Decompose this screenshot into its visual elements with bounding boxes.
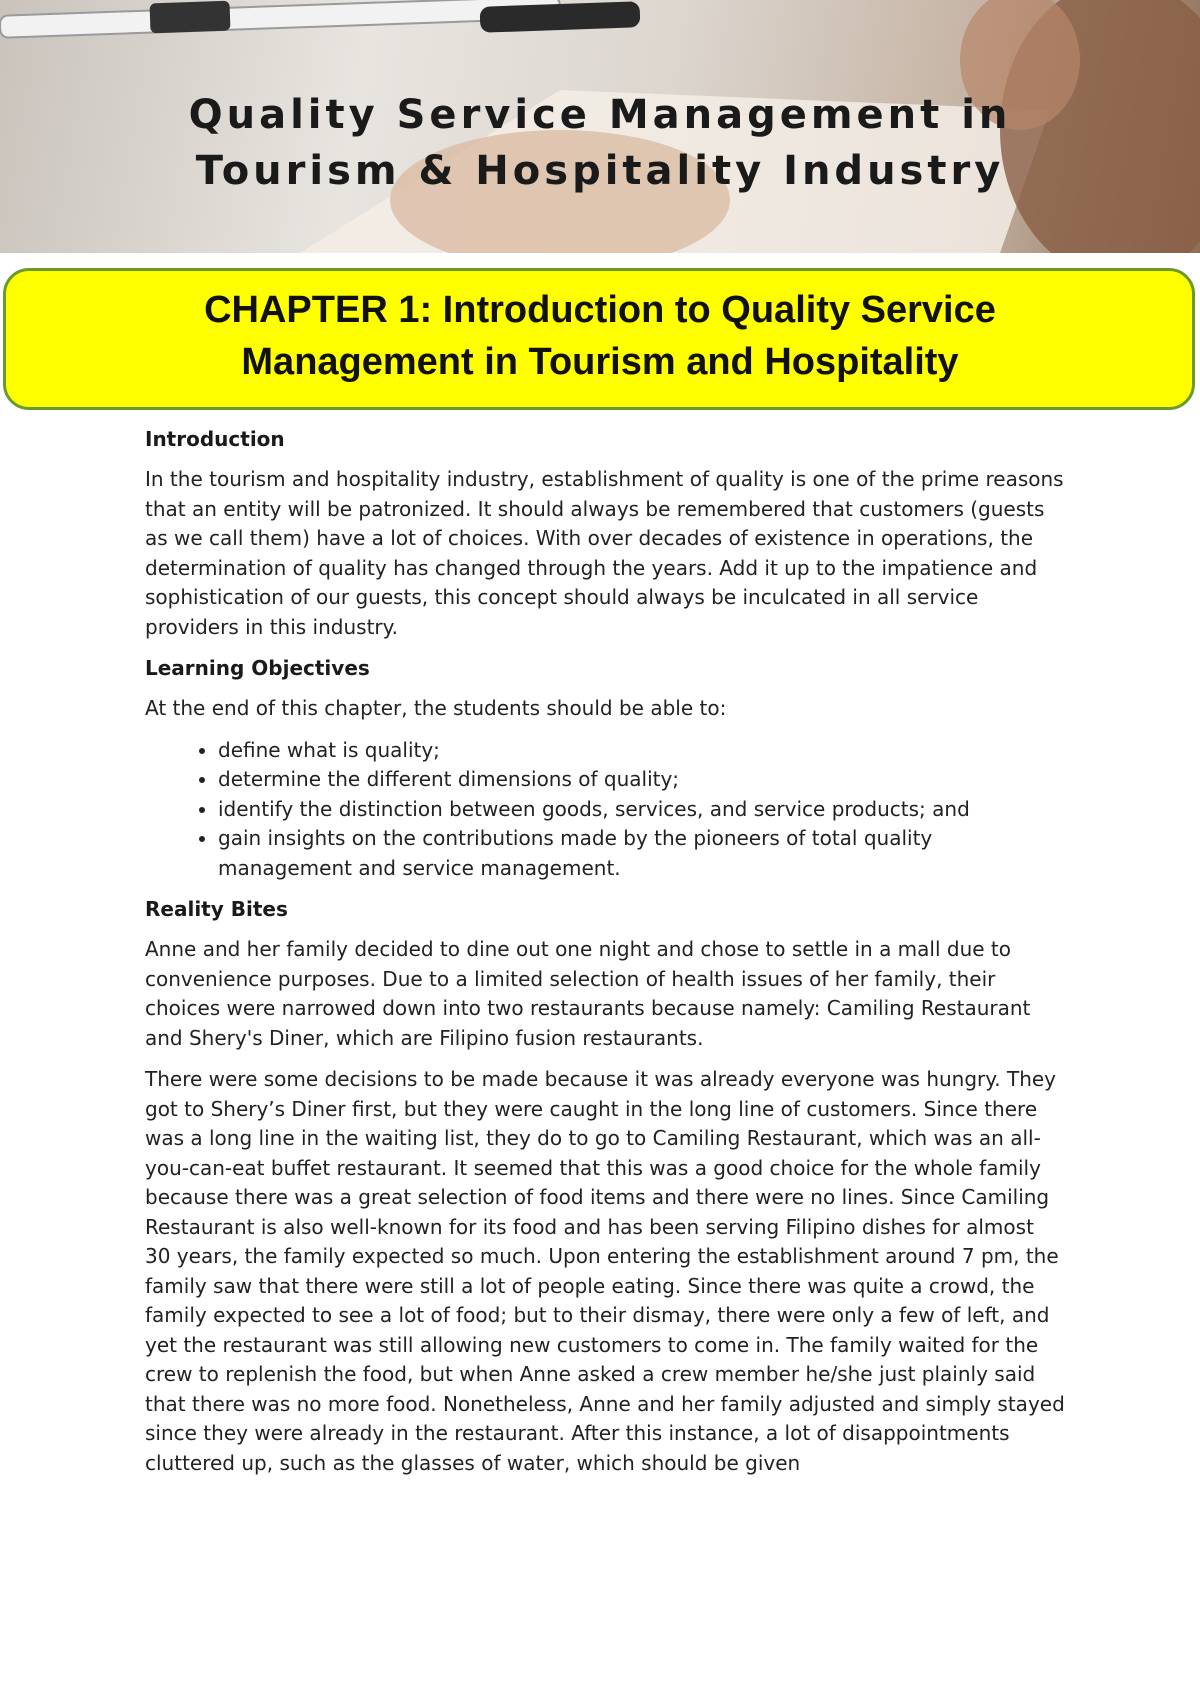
introduction-heading: Introduction — [145, 427, 285, 451]
introduction-paragraph: In the tourism and hospitality industry, establishment of quality is one of the prime reasons that an entity will be patronized. It should always be remembered that customers (guests as we call them) have a lot of choices. With over decades of existence in operations, the determination of quality has changed through the years. Add it up to the impatience and sophistication of our guests, this concept should always be inculcated in all service providers in this industry. — [145, 467, 1064, 639]
banner-title-line2: Tourism & Hospitality Industry — [195, 148, 1005, 194]
header-banner — [0, 0, 1200, 253]
objective-item: • define what is quality; — [218, 736, 1065, 766]
chapter-content — [145, 425, 1065, 1490]
reality-bites-heading: Reality Bites — [145, 897, 288, 921]
objectives-list — [145, 736, 1065, 884]
banner-title-line1: Quality Service Management in — [188, 92, 1012, 138]
chapter-title-line1: CHAPTER 1: Introduction to Quality Service — [204, 289, 996, 331]
chapter-title-line2: Management in Tourism and Hospitality — [241, 341, 959, 383]
objectives-lead: At the end of this chapter, the students should be able to: — [145, 696, 727, 720]
objective-item: • gain insights on the contributions made by the pioneers of total quality management and service management. — [218, 824, 1065, 883]
reality-paragraph-2: There were some decisions to be made because it was already everyone was hungry. They got to Shery’s Diner first, but they were caught in the long line of customers. Since there was a long line in the waiting list, they do to go to Camiling Restaurant, which was an all-you-can-eat buffet restaurant. It seemed that this was a good choice for the whole family because there was a great selection of food items and there were no lines. Since Camiling Restaurant is also well-known for its food and has been serving Filipino dishes for almost 30 years, the family expected so much. Upon entering the establishment around 7 pm, the family saw that there were still a lot of people eating. Since there was quite a crowd, the family expected to see a lot of food; but to their dismay, there were only a few of left, and yet the restaurant was still allowing new customers to come in. The family waited for the crew to replenish the food, but when Anne asked a crew member he/she just plainly said that there was no more food. Nonetheless, Anne and her family adjusted and simply stayed since they were already in the restaurant. After this instance, a lot of disappointments cluttered up, such as the glasses of water, which should be given — [145, 1067, 1065, 1475]
objective-item: • identify the distinction between goods, services, and service products; and — [218, 795, 1065, 825]
reality-paragraph-1: Anne and her family decided to dine out one night and chose to settle in a mall due to convenience purposes. Due to a limited selection of health issues of her family, their choices were narrowed down into two restaurants because namely: Camiling Restaurant and Shery's Diner, which are Filipino fusion restaurants. — [145, 937, 1031, 1050]
objective-item: • determine the different dimensions of quality; — [218, 765, 1065, 795]
learning-objectives-heading: Learning Objectives — [145, 656, 370, 680]
